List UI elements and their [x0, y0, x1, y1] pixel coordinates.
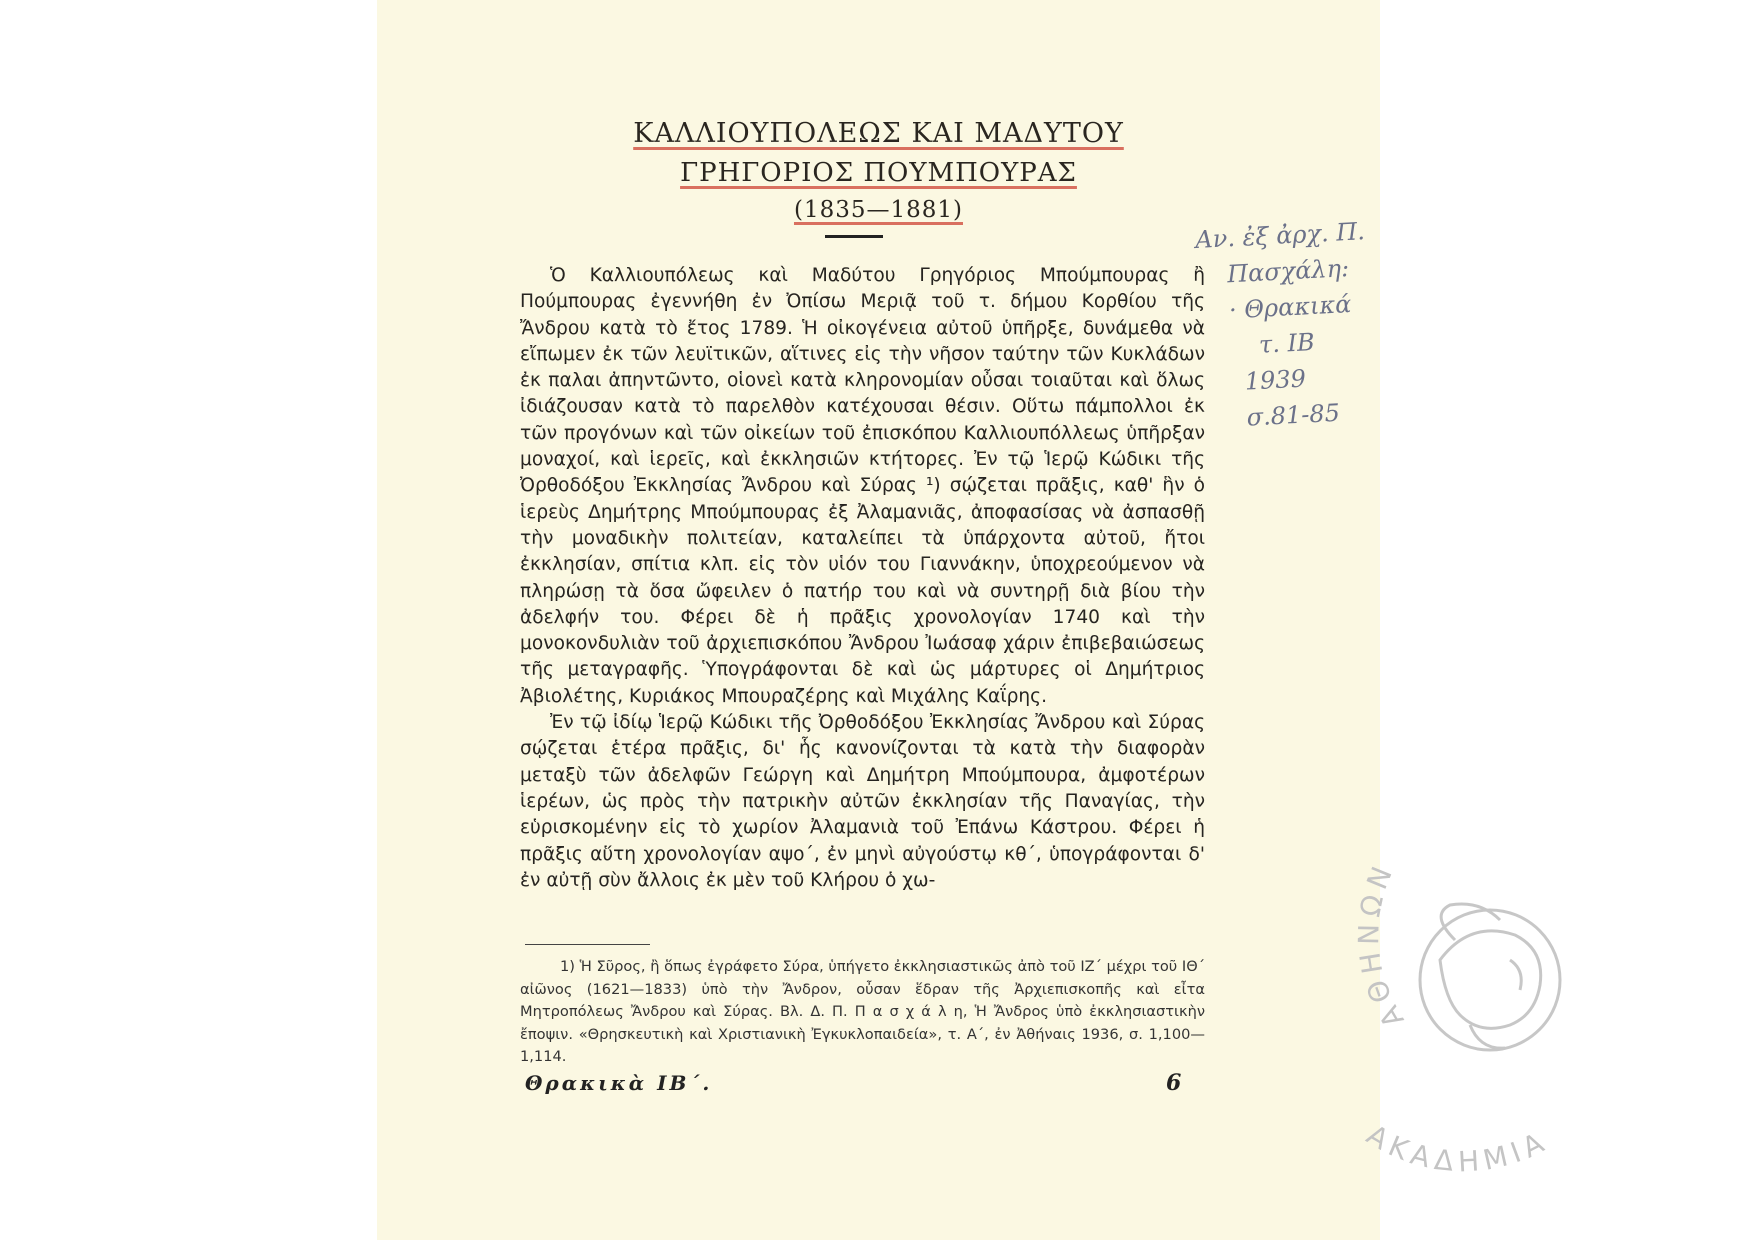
watermark-text-top: ΑΘΗΝΩΝ — [1352, 856, 1411, 1034]
signature-mark: 6 — [1166, 1070, 1182, 1096]
page-title — [377, 118, 1380, 149]
title-years — [377, 197, 1380, 223]
paragraph-1: Ὁ Καλλιουπόλεως καὶ Μαδύτου Γρηγόριος Μπούμπουρας ἢ Πούμπουρας ἐγεννήθη ἐν Ὀπίσω Μεριᾷ τοῦ τ. δήμου Κορθίου τῆς Ἄνδρου κατὰ τὸ ἔτος 1789. Ἡ οἰκογένεια αὐτοῦ ὑπῆρξε, δυνάμεθα νὰ εἴπωμεν ἐκ τῶν λευϊτικῶν, αἵτινες εἰς τὴν νῆσον ταύτην τῶν Κυκλάδων ἐκ παλαι ἀπηντῶντο, οἱονεὶ κατὰ κληρονομίαν οὖσαι τοιαῦται καὶ ὅλως ἰδιάζουσαν κατὰ τὸ παρελθὸν κατέχουσαι θέσιν. Οὕτω πάμπολλοι ἐκ τῶν προγόνων καὶ τῶν οἰκείων τοῦ ἐπισκόπου Καλλιουπόλλεως ὑπῆρξαν μοναχοί, καὶ ἱερεῖς, καὶ ἐκκλησιῶν κτήτορες. Ἐν τῷ Ἱερῷ Κώδικι τῆς Ὀρθοδόξου Ἐκκλησίας Ἄνδρου καὶ Σύρας ¹) σῴζεται πρᾶξις, καθ' ἣν ὁ ἱερεὺς Δημήτρης Μπούμπουρας ἐξ Ἀλαμανιᾶς, ἀποφασίσας νὰ ἀσπασθῇ τὴν μοναδικὴν πολιτείαν, καταλείπει τὰ ὑπάρχοντα αὐτοῦ, ἤτοι ἐκκλησίαν, σπίτια κλπ. εἰς τὸν υἱόν του Γιαννάκην, ὑποχρεούμενον νὰ πληρώσῃ τὰ ὅσα ὤφειλεν ὁ πατήρ του καὶ νὰ συντηρῇ διὰ βίου τὴν ἀδελφήν του. Φέρει δὲ ἡ πρᾶξις χρονολογίαν 1740 καὶ τὴν μονοκονδυλιὰν τοῦ ἀρχιεπισκόπου Ἄνδρου Ἰωάσαφ χάριν ἐπιβεβαιώσεως τῆς μεταγραφῆς. Ὑπογράφονται δὲ καὶ ὡς μάρτυρες οἱ Δημήτριος Ἀβιολέτης, Κυριάκος Μπουραζέρης καὶ Μιχάλης Καΐρης. — [520, 265, 1205, 707]
handwritten-annotation — [1184, 214, 1365, 439]
footnote-divider — [525, 944, 650, 945]
title-divider — [825, 235, 883, 238]
annotation-line: σ.81-85 — [1246, 398, 1341, 432]
annotation-line: Αν. ἐξ ἀρχ. Π. — [1194, 217, 1366, 255]
footnote: 1) Ἡ Σῦρος, ἢ ὅπως ἐγράφετο Σύρα, ὑπήγετο ἐκκλησιαστικῶς ἀπὸ τοῦ ΙΖ΄ μέχρι τοῦ ΙΘ΄ αἰῶνος (1621—1833) ὑπὸ τὴν Ἄνδρον, οὖσαν ἕδραν τῆς Ἀρχιεπισκοπῆς καὶ εἶτα Μητροπόλεως Ἄνδρου καὶ Σύρας. Βλ. Δ. Π. Π α σ χ ά λ η, Ἡ Ἄνδρος ὑπὸ ἐκκλησιαστικὴν ἔποψιν. «Θρησκευτικὴ καὶ Χριστιανικὴ Ἐγκυκλοπαιδεία», τ. Α΄, ἐν Ἀθήναις 1936, σ. 1,100—1,114. — [520, 958, 1205, 1065]
annotation-line: 1939 — [1244, 364, 1307, 396]
page-subtitle — [377, 158, 1380, 188]
journal-label: Θρακικὰ ΙΒ΄. — [525, 1071, 713, 1095]
academy-watermark — [1330, 810, 1730, 1210]
annotation-line: Πασχάλη: — [1226, 254, 1350, 289]
title-line1: ΚΑΛΛΙΟΥΠΟΛΕΩΣ ΚΑΙ ΜΑΔΥΤΟΥ — [633, 118, 1124, 149]
athena-head-icon — [1420, 904, 1560, 1050]
annotation-line: τ. ΙΒ — [1258, 327, 1316, 359]
annotation-line: · Θρακικά — [1228, 289, 1353, 325]
body-text — [520, 263, 1205, 894]
document-page — [377, 0, 1380, 1240]
years-text: (1835—1881) — [793, 197, 963, 223]
paragraph-2: Ἐν τῷ ἰδίῳ Ἱερῷ Κώδικι τῆς Ὀρθοδόξου Ἐκκλησίας Ἄνδρου καὶ Σύρας σῴζεται ἑτέρα πρᾶξις, δι' ἧς κανονίζονται τὰ κατὰ τὴν διαφορὰν μεταξὺ τῶν ἀδελφῶν Γεώργη καὶ Δημήτρη Μπούμπουρα, ἀμφοτέρων ἱερέων, ὡς πρὸς τὴν πατρικὴν αὐτῶν ἐκκλησίαν τῆς Παναγίας, τὴν εὑρισκομένην εἰς τὸ χωρίον Ἀλαμανιὰ τοῦ Ἐπάνω Κάστρου. Φέρει ἡ πρᾶξις αὕτη χρονολογίαν αψο΄, ἐν μηνὶ αὐγούστῳ κθ΄, ὑπογράφονται δ' ἐν αὐτῇ σὺν ἄλλοις ἐκ μὲν τοῦ Κλήρου ὁ χω- — [520, 712, 1205, 891]
watermark-text-bottom: ΑΚΑΔΗΜΙΑ — [1361, 1118, 1555, 1179]
title-line2: ΓΡΗΓΟΡΙΟΣ ΠΟΥΜΠΟΥΡΑΣ — [680, 158, 1077, 188]
